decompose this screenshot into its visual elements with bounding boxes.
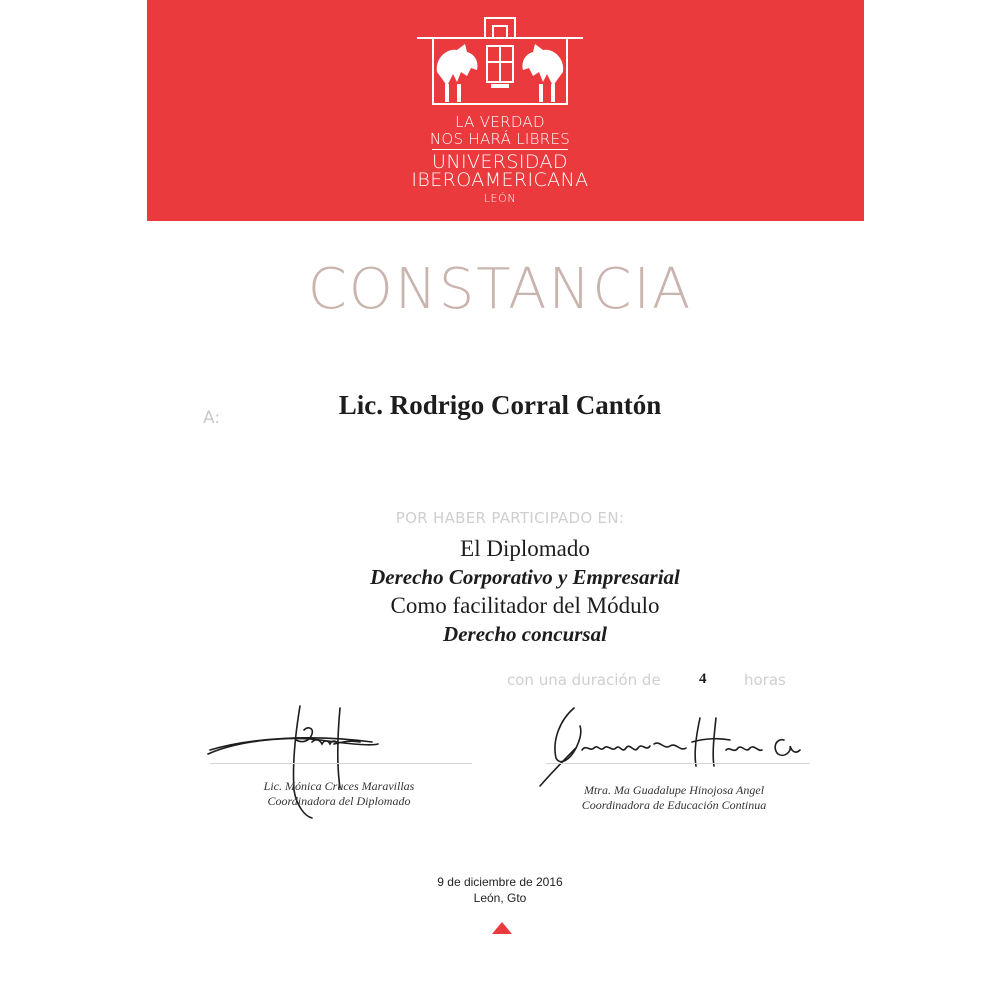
left-signature-line bbox=[210, 763, 472, 764]
role-line: Como facilitador del Módulo bbox=[390, 593, 660, 618]
university-name-line-2: IBEROAMERICANA bbox=[411, 169, 589, 191]
right-signature-line bbox=[546, 763, 810, 764]
recipient-label: A: bbox=[203, 408, 221, 428]
crest-divider-top bbox=[432, 104, 568, 105]
right-signer-name: Mtra. Ma Guadalupe Hinojosa Angel bbox=[583, 783, 765, 797]
crest-divider-bottom bbox=[432, 149, 568, 150]
motto-line-2: NOS HARÁ LIBRES bbox=[429, 130, 571, 148]
duration-label: con una duración de bbox=[507, 671, 661, 689]
right-signature bbox=[530, 700, 810, 790]
university-crest-logo bbox=[417, 10, 583, 112]
issue-date: 9 de diciembre de 2016 bbox=[437, 875, 563, 889]
issue-place: León, Gto bbox=[473, 891, 527, 905]
left-signer bbox=[224, 779, 454, 809]
right-signer bbox=[554, 783, 794, 813]
issue-date-place bbox=[0, 874, 1000, 906]
campus-name: LEÓN bbox=[483, 192, 517, 205]
university-name-line-1: UNIVERSIDAD bbox=[432, 151, 568, 173]
right-signer-title: Coordinadora de Educación Continua bbox=[581, 798, 767, 812]
recipient-name: Lic. Rodrigo Corral Cantón bbox=[338, 390, 662, 420]
triangle-mark-icon bbox=[492, 922, 512, 934]
program-type: El Diplomado bbox=[460, 536, 590, 561]
duration-unit: horas bbox=[744, 671, 786, 689]
certificate-title: CONSTANCIA bbox=[307, 257, 693, 322]
module-name: Derecho concursal bbox=[443, 622, 607, 646]
participation-label: POR HABER PARTICIPADO EN: bbox=[395, 509, 625, 527]
left-signer-title: Coordinadora del Diplomado bbox=[267, 794, 411, 808]
duration-value: 4 bbox=[699, 671, 707, 687]
motto-line-1: LA VERDAD bbox=[455, 113, 545, 131]
program-name: Derecho Corporativo y Empresarial bbox=[370, 565, 680, 589]
left-signer-name: Lic. Mónica Cruces Maravillas bbox=[263, 779, 415, 793]
